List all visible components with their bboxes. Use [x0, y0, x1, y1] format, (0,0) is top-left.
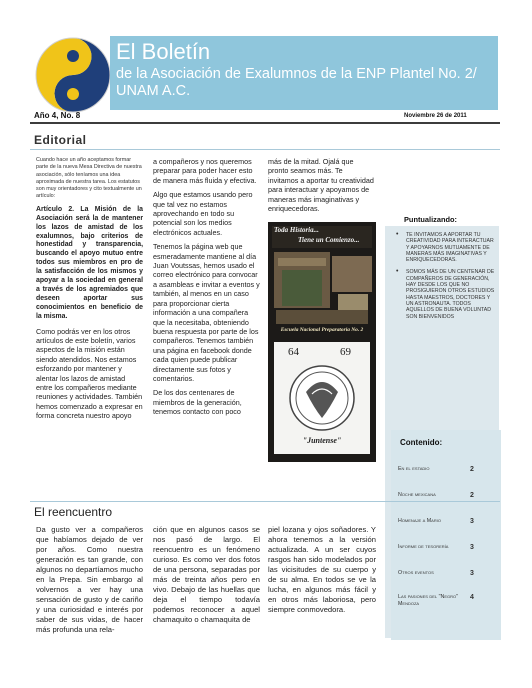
collage-caption-1: Toda Historia... — [274, 226, 319, 234]
toc-title: Informe de tesorería — [398, 544, 449, 550]
reencuentro-column-1: Da gusto ver a compañeros que habíamos dejado de ver por años. Como nuestra generación es tan grande, con algunos no departíamos mucho en la Prepa. Sin embargo al volvernos a ver hay una sensación de gusto y de cariño y una curiosidad e interés por saber de sus vidas, de hacer más profunda una rela- — [36, 525, 143, 634]
editorial-article-quote: Artículo 2. La Misión de la Asociación será la de mantener los lazos de amistad de los exalumnos, bajo criterios de honestidad y transparencia, buscando el apoyo mutuo entre todos sus miembros en pro de la satisfacción de los mismos y apoyar a la sociedad en general a través de los agremiados que deseen aportar sus conocimientos en beneficio de la misma. — [36, 205, 143, 320]
toc-title: Homenaje a Mario — [398, 518, 441, 524]
reencuentro-rule — [30, 501, 500, 502]
issue-number: Año 4, No. 8 — [34, 111, 81, 120]
reencuentro-column-2: ción que en algunos casos se nos pasó de largo. El reencuentro es un fenómeno curioso. Es como ver dos fotos de una persona, separadas por más de treinta años pero en vivo. Debajo de las huellas que deja el tiempo todavía podemos reconocer a aquel chamaquito o chamaquita de — [153, 525, 260, 624]
editorial-column-2 — [153, 157, 260, 422]
contents-heading: Contenido: — [400, 438, 443, 447]
sidebar-heading: Puntualizando: — [404, 215, 457, 224]
collage-graphic — [268, 222, 376, 462]
reencuentro-heading: El reencuentro — [34, 505, 113, 519]
collage-year-right: 69 — [340, 346, 351, 358]
editorial-paragraph: Como podrás ver en los otros artículos de este boletín, varios aspectos de la misión están siendo atendidos. Nos estamos esforzando por mantener y alentar los lazos de amistad entre los compañeros mediante reuniones y actividades. También hemos comenzado a expresar en forma concreta nuestro apoyo — [36, 326, 143, 421]
editorial-paragraph: a compañeros y nos queremos preparar para poder hacer esto de manera más fluida y efectiva. — [153, 157, 257, 185]
school-photo-collage — [268, 222, 376, 462]
collage-year-left: 64 — [288, 346, 299, 358]
editorial-heading: Editorial — [34, 133, 87, 147]
contents-box — [391, 430, 501, 640]
toc-page: 3 — [470, 518, 474, 525]
newsletter-title: El Boletín — [116, 39, 211, 64]
toc-title: Las pasiones del "Negro" Mendoza — [398, 594, 458, 607]
toc-page: 3 — [470, 544, 474, 551]
editorial-column-3 — [268, 157, 374, 218]
toc-title: Otros eventos — [398, 570, 434, 576]
toc-page: 4 — [470, 594, 474, 601]
tip-item: • TE INVITAMOS A APORTAR TU CREATIVIDAD PARA INTERACTUAR Y APOYARNOS MUTUAMENTE DE MANERAS MÁS IMAGINATIVAS Y ENRIQUECEDORAS. — [396, 232, 496, 263]
toc-title: Noche mexicana — [398, 492, 436, 498]
editorial-column-1 — [36, 157, 143, 426]
editorial-paragraph: Tenemos la página web que esmeradamente mantiene al día Juan Voutssas, hemos usado el correo electrónico para convocar a asambleas e invitar a eventos y también, al menos en un caso para proporcionar cierta información a una compañera que la necesitaba, obteniendo buena respuesta por parte de los compañeros. Tenemos también una página en facebook donde cada quien puede publicar directamente sus fotos y comentarios. — [153, 242, 260, 383]
toc-page: 2 — [470, 466, 474, 473]
collage-caption-2: Tiene un Comienzo... — [298, 236, 360, 244]
header-rule — [30, 122, 500, 124]
toc-page: 3 — [470, 570, 474, 577]
sidebar-tips — [396, 232, 496, 326]
editorial-rule — [30, 149, 500, 150]
newsletter-subtitle: de la Asociación de Exalumnos de la ENP Plantel No. 2/ UNAM A.C. — [116, 66, 477, 99]
tip-item: • SOMOS MÁS DE UN CENTENAR DE COMPAÑEROS DE GENERACIÓN, HAY DESDE LOS QUE NO PROSIGUIERON OTROS ESTUDIOS HASTA MAESTROS, DOCTORES Y UN ASTRONAUTA. TODOS AQUELLOS DE BUENA VOLUNTAD SON BIENVENIDOS — [396, 269, 496, 319]
toc-page: 2 — [470, 492, 474, 499]
toc-title: En el estadio — [398, 466, 430, 472]
editorial-paragraph: Algo que estamos usando pero que tal vez no estamos aprovechando en todo su potencial son los medios electrónicos actuales. — [153, 190, 253, 237]
collage-footer: "Juntense" — [302, 436, 342, 445]
collage-school-name: Escuela Nacional Preparatoria No. 2 — [280, 327, 364, 333]
editorial-paragraph: De los dos centenares de miembros de la generación, tenemos contacto con poco — [153, 388, 242, 417]
reencuentro-column-3: piel lozana y ojos soñadores. Y ahora tenemos a la versión actualizada. A un ser cuyos rasgos han sido modelados por las vicisitudes de su cuerpo y de su alma. En todos se ve la lucha, en algunos más fácil y en otros más laboriosa, pero siempre conmovedora. — [268, 525, 376, 614]
association-logo — [34, 36, 112, 114]
issue-date: Noviembre 26 de 2011 — [404, 113, 467, 119]
editorial-paragraph: más de la mitad. Ojalá que pronto seamos más. Te invitamos a aportar tu creatividad para interactuar y apoyamos de maneras más imaginativas y enriquecedoras. — [268, 157, 374, 214]
editorial-intro: Cuando hace un año aceptamos formar parte de la nueva Mesa Directiva de nuestra asociación, sólo teníamos una idea aproximada de nuestra tarea. Los estatutos son muy orientadores y cito textualmente un artículo: — [36, 157, 142, 200]
